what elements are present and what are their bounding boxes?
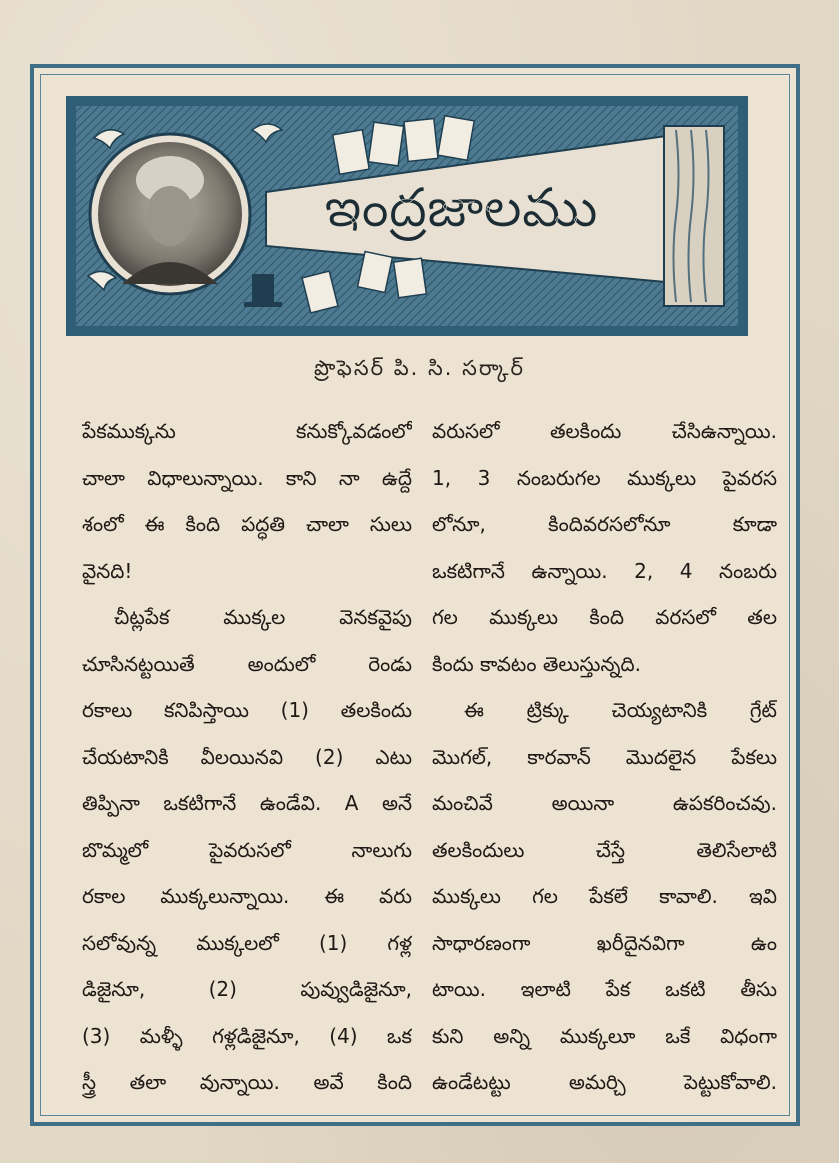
top-hat-brim <box>244 302 282 307</box>
playing-card-icon <box>438 116 474 161</box>
column_left-line: (3) మళ్ళీ గళ్లడిజైనూ, (4) ఒక <box>82 1023 412 1048</box>
header-banner <box>66 96 748 336</box>
playing-card-icon <box>333 130 369 175</box>
column_right-line: మొగల్, కారవాన్ మొదలైన పేకలు <box>432 744 777 769</box>
column_right-line: ఒకటిగానే ఉన్నాయి. 2, 4 నంబరు <box>432 558 777 583</box>
column_right-line: కుని అన్ని ముక్కలూ ఒకే విధంగా <box>432 1023 777 1048</box>
portrait-face <box>146 186 194 246</box>
column_right-line: 1, 3 నంబరుగల ముక్కలు పైవరస <box>432 465 777 490</box>
column_left-line: చాలా విధాలున్నాయి. కాని నా ఉద్దే <box>82 465 412 490</box>
header-title: ఇంద్రజాలము <box>324 176 598 239</box>
banner-curtain <box>664 126 724 306</box>
column_left-line: తిప్పినా ఒకటిగానే ఉండేవి. A అనే <box>82 791 412 815</box>
column_right-line: గల ముక్కలు కింది వరసలో తల <box>432 605 777 629</box>
column_right-line: సాధారణంగా ఖరీదైనవిగా ఉం <box>432 930 777 955</box>
article-column-left <box>82 408 412 1106</box>
column_right-line: టాయి. ఇలాటి పేక ఒకటి తీసు <box>432 977 777 1001</box>
article-column-right <box>432 408 777 1106</box>
column_right-line: ముక్కలు గల పేకలే కావాలి. ఇవి <box>432 884 777 908</box>
column_left-line: చేయటానికి వీలయినవి (2) ఎటు <box>82 744 412 769</box>
top-hat-icon <box>252 274 274 304</box>
column_left-line: చీట్లపేక ముక్కల వెనకవైపు <box>114 605 412 629</box>
column_left-line: రకాల ముక్కలున్నాయి. ఈ వరు <box>82 884 412 908</box>
column_left-line: బొమ్మలో పైవరుసలో నాలుగు <box>82 837 412 862</box>
author-byline: ప్రొఫెసర్ పి. సి. సర్కార్ <box>314 356 525 380</box>
column_left-line: స్త్రీ తలా వున్నాయి. అవే కింది <box>82 1070 412 1094</box>
column_left-line: వైనది! <box>82 558 133 583</box>
column_left-line: సలోవున్న ముక్కలలో (1) గళ్ల <box>82 930 412 955</box>
column_right-line: ఉండేటట్టు అమర్చి పెట్టుకోవాలి. <box>432 1070 777 1094</box>
column_left-line: డిజైనూ, (2) పువ్వుడిజైనూ, <box>82 977 412 1001</box>
playing-card-icon <box>394 258 427 298</box>
column_left-line: పేకముక్కను కనుక్కోవడంలో <box>82 419 412 443</box>
playing-card-icon <box>368 122 403 166</box>
column_left-line: శంలో ఈ కింది పద్ధతి చాలా సులు <box>82 512 412 536</box>
column_right-line: తలకిందులు చేస్తే తెలిసేలాటి <box>432 837 777 862</box>
column_right-line: వరుసలో తలకిందు చేసిఉన్నాయి. <box>432 419 777 443</box>
column_right-line: ఈ ట్రిక్కు చెయ్యటానికి గ్రేట్ <box>464 698 777 722</box>
playing-card-icon <box>404 119 438 162</box>
column_left-line: రకాలు కనిపిస్తాయి (1) తలకిందు <box>82 698 412 722</box>
column_right-line: కిందు కావటం తెలుస్తున్నది. <box>432 651 641 676</box>
column_right-line: మంచివే అయినా ఉపకరించవు. <box>432 791 777 815</box>
column_right-line: లోనూ, కిందివరసలోనూ కూడా <box>432 512 777 536</box>
column_left-line: చూసినట్టయితే అందులో రెండు <box>82 651 412 676</box>
